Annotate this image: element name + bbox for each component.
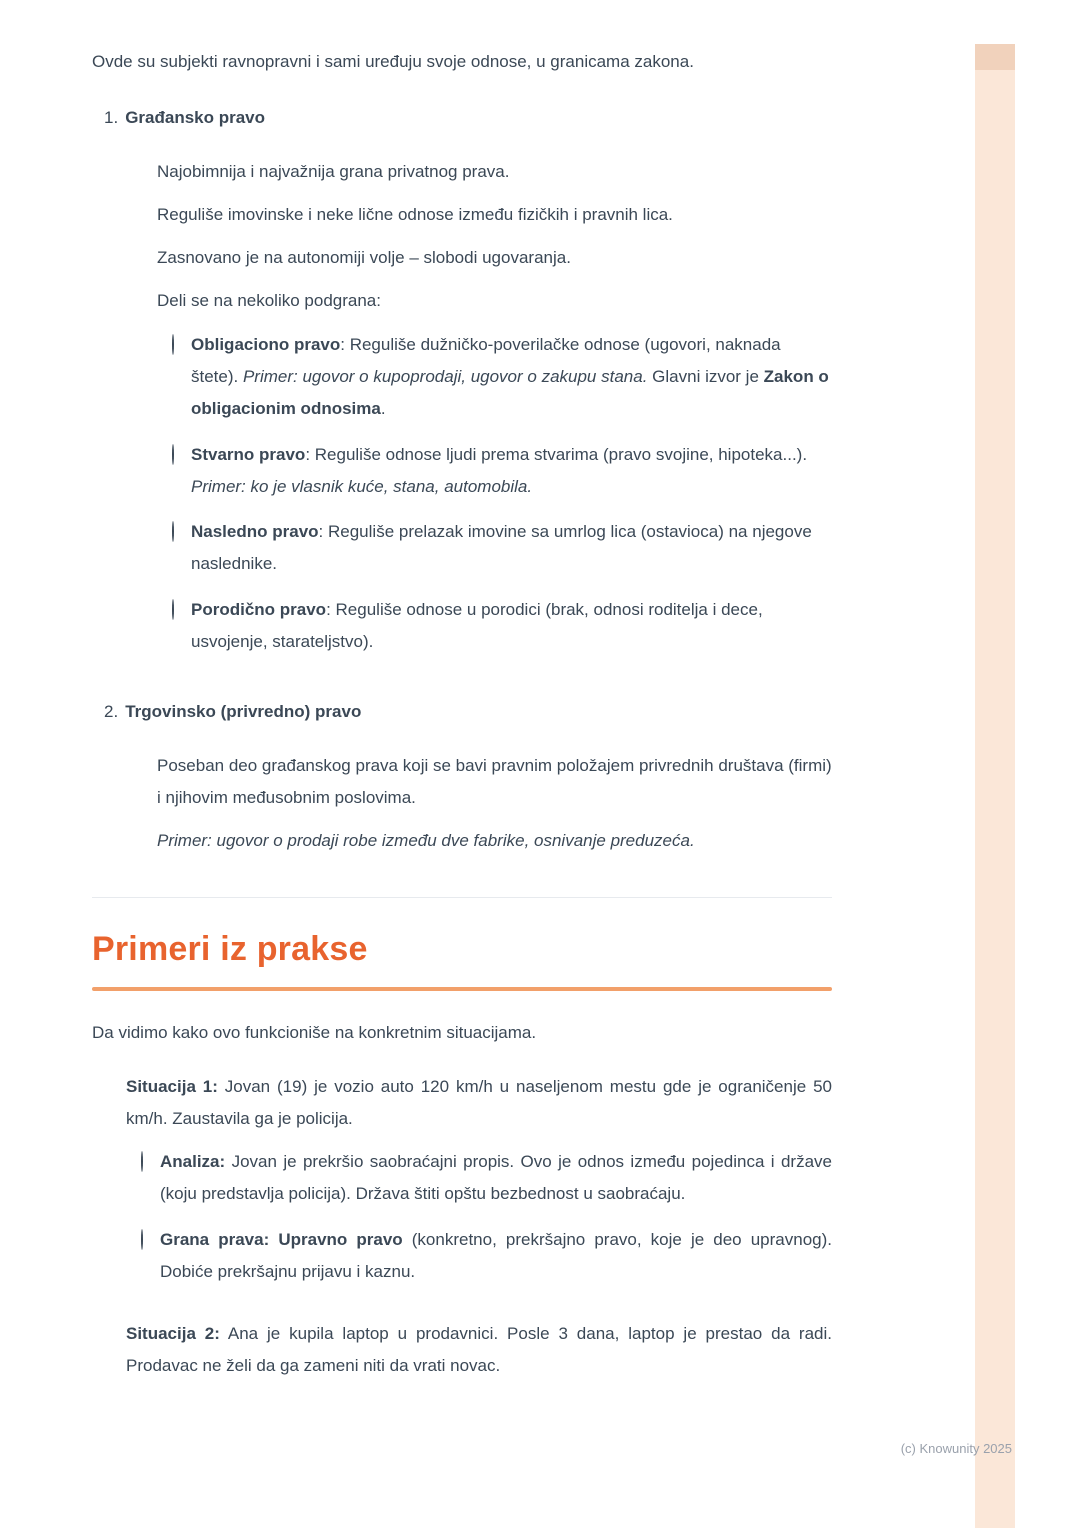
sub-bullet-icon [172, 521, 174, 542]
sub-list-item [172, 516, 832, 580]
sub-bullet-list [172, 329, 832, 659]
item-number: 2. [104, 702, 119, 722]
sub-list-item [172, 439, 832, 503]
copyright-notice: (c) Knowunity 2025 [900, 1441, 1012, 1456]
section-heading: Primeri iz prakse [92, 930, 368, 969]
numbered-heading-2 [104, 696, 832, 728]
list-item-text: Najobimnija i najvažnija grana privatnog prava. [157, 161, 510, 181]
sub-list-item [141, 1224, 832, 1288]
list-item [107, 1318, 832, 1382]
bullet-list-2 [138, 750, 832, 857]
item-number: 1. [104, 107, 119, 127]
sub-bullet-icon [141, 1229, 143, 1250]
list-item [107, 1071, 832, 1303]
sub-list-item-text: Grana prava: Upravno pravo (konkretno, prekršajno pravo, koje je deo upravnog). Dobiće prekršajnu prijavu i kaznu. [160, 1230, 832, 1282]
list-item-text: Primer: ugovor o prodaji robe između dve fabrike, osnivanje preduzeća. [157, 831, 695, 851]
list-item [138, 825, 832, 857]
sub-list-item [172, 594, 832, 658]
sub-bullet-icon [172, 444, 174, 465]
lead-paragraph: Da vidimo kako ovo funkcioniše na konkretnim situacijama. [92, 1022, 537, 1042]
intro-paragraph: Ovde su subjekti ravnopravni i sami uređuju svoje odnose, u granicama zakona. [92, 52, 694, 71]
numbered-heading-1 [104, 102, 832, 134]
list-item [138, 285, 832, 673]
list-item-text: Situacija 1: Jovan (19) je vozio auto 120 km/h u naseljenom mestu gde je ograničenje 50 km/h. Zaustavila ga je policija. [126, 1076, 832, 1128]
sub-list-item-text: Analiza: Jovan je prekršio saobraćajni propis. Ovo je odnos između pojedinca i države (koju predstavlja policija). Država štiti opštu bezbednost u saobraćaju. [160, 1152, 832, 1204]
heading-underline [92, 987, 832, 991]
sub-list-item-text: Obligaciono pravo: Reguliše dužničko-poverilačke odnose (ugovori, naknada štete). Primer: ugovor o kupoprodaji, ugovor o zakupu stana. Glavni izvor je Zakon o obligacionim odnosima. [191, 334, 829, 418]
sub-bullet-list [141, 1146, 832, 1288]
list-item-text: Zasnovano je na autonomiji volje – slobodi ugovaranja. [157, 247, 571, 267]
practice-bullet-list [107, 1071, 832, 1383]
list-item [138, 750, 832, 814]
sub-bullet-icon [172, 334, 174, 355]
list-item [138, 242, 832, 274]
list-item [138, 156, 832, 188]
list-item-text: Deli se na nekoliko podgrana: [157, 290, 381, 310]
sub-bullet-icon [141, 1151, 143, 1172]
item-title: Trgovinsko (privredno) pravo [125, 702, 362, 722]
section-divider [92, 897, 832, 898]
list-item-text: Situacija 2: Ana je kupila laptop u prodavnici. Posle 3 dana, laptop je prestao da radi. Prodavac ne želi da ga zameni niti da vrati novac. [126, 1324, 832, 1376]
list-item-text: Poseban deo građanskog prava koji se bavi pravnim položajem privrednih društava (firmi) i njihovim međusobnim poslovima. [157, 756, 832, 808]
list-item [138, 199, 832, 231]
sub-list-item [172, 329, 832, 425]
sub-bullet-icon [172, 599, 174, 620]
sub-list-item [141, 1146, 832, 1210]
item-title: Građansko pravo [125, 107, 266, 127]
sub-list-item-text: Porodično pravo: Reguliše odnose u porodici (brak, odnosi roditelja i dece, usvojenje, starateljstvo). [191, 600, 763, 652]
bullet-list-1 [138, 156, 832, 672]
sub-list-item-text: Nasledno pravo: Reguliše prelazak imovine sa umrlog lica (ostavioca) na njegove naslednike. [191, 522, 812, 574]
sub-list-item-text: Stvarno pravo: Reguliše odnose ljudi prema stvarima (pravo svojine, hipoteka...). Primer: ko je vlasnik kuće, stana, automobila. [191, 444, 808, 496]
list-item-text: Reguliše imovinske i neke lične odnose između fizičkih i pravnih lica. [157, 204, 673, 224]
